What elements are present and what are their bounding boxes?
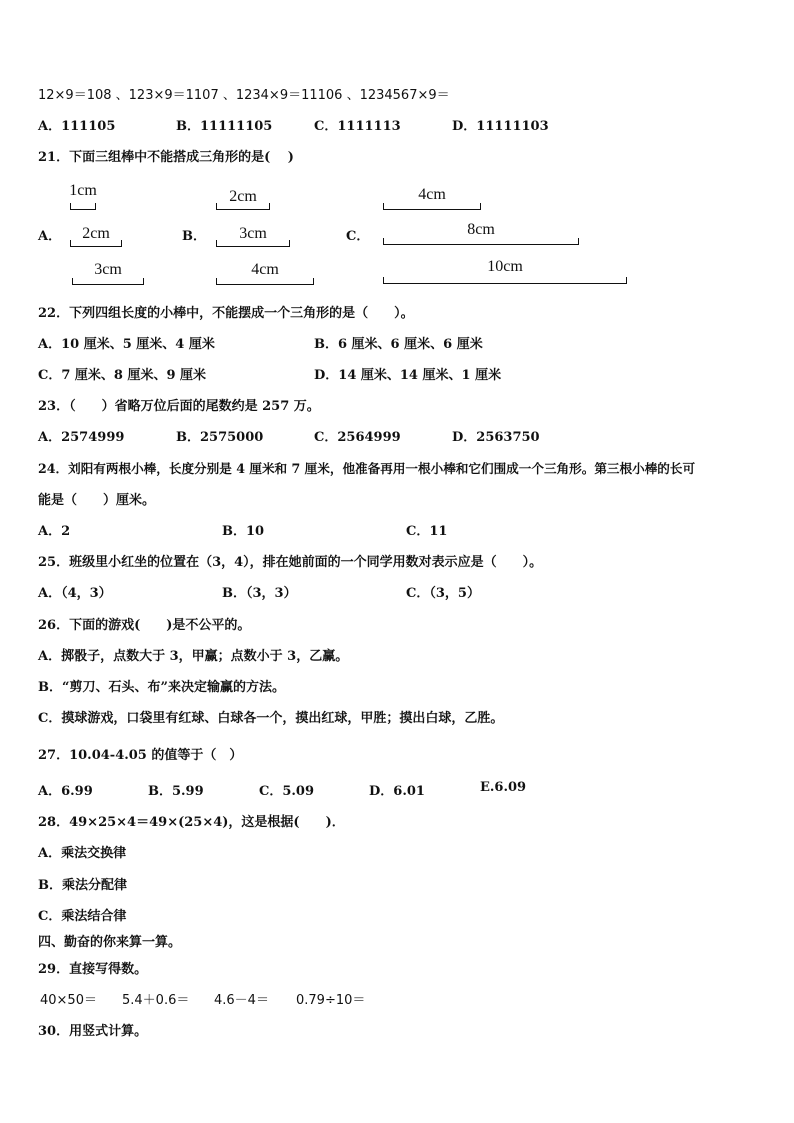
q24-option-b[interactable]: B．10 — [222, 524, 265, 539]
q28-option-a[interactable]: A．乘法交换律 — [38, 846, 127, 861]
q20-option-c[interactable]: C．1111113 — [314, 119, 401, 134]
q24-option-c[interactable]: C．11 — [406, 524, 448, 539]
stick-label: 4cm — [418, 186, 446, 203]
q26-stem: 26．下面的游戏( )是不公平的。 — [38, 618, 251, 633]
q30-stem: 30．用竖式计算。 — [38, 1024, 148, 1039]
q29-stem: 29．直接写得数。 — [38, 962, 148, 977]
q21-stick-c1 — [383, 186, 481, 210]
q23-option-a[interactable]: A．2574999 — [38, 430, 125, 445]
q24-stem-line2: 能是（ ）厘米。 — [38, 493, 156, 508]
q24-option-a[interactable]: A．2 — [38, 524, 71, 539]
stick-bar — [70, 203, 96, 210]
q20-stem: 12×9＝108 、123×9＝1107 、1234×9＝11106 、1234567×9＝ — [38, 88, 450, 103]
q22-option-c[interactable]: C．7 厘米、8 厘米、9 厘米 — [38, 368, 207, 383]
stick-label: 8cm — [467, 221, 495, 238]
stick-bar — [383, 203, 481, 210]
q21-stick-c2 — [383, 221, 579, 245]
q26-option-c[interactable]: C．摸球游戏，口袋里有红球、白球各一个，摸出红球，甲胜；摸出白球，乙胜。 — [38, 711, 504, 726]
q21-group-b-letter[interactable]: B． — [182, 229, 206, 244]
q28-stem: 28．49×25×4＝49×(25×4)，这是根据( )． — [38, 815, 345, 830]
q23-option-c[interactable]: C．2564999 — [314, 430, 401, 445]
q28-option-b[interactable]: B．乘法分配律 — [38, 878, 127, 893]
stick-bar — [383, 277, 627, 284]
q22-option-b[interactable]: B．6 厘米、6 厘米、6 厘米 — [314, 337, 483, 352]
q21-stick-b1 — [216, 188, 270, 210]
q21-group-a-letter[interactable]: A． — [38, 229, 62, 244]
q20-option-d[interactable]: D．11111103 — [452, 119, 549, 134]
section-4-heading: 四、勤奋的你来算一算。 — [38, 935, 182, 950]
q21-stick-b2 — [216, 225, 290, 247]
q21-stem: 21．下面三组棒中不能搭成三角形的是( ) — [38, 150, 294, 165]
q27-stem: 27．10.04-4.05 的值等于（ ） — [38, 748, 243, 763]
q22-stem: 22．下列四组长度的小棒中，不能摆成一个三角形的是（ ）。 — [38, 306, 414, 321]
q25-option-b[interactable]: B．（3，3） — [222, 586, 297, 601]
q20-option-b[interactable]: B．11111105 — [176, 119, 273, 134]
q21-stick-a2 — [70, 225, 122, 247]
stick-label: 3cm — [239, 225, 267, 242]
q23-option-b[interactable]: B．2575000 — [176, 430, 264, 445]
stick-label: 1cm — [69, 182, 97, 199]
q29-item-3: 4.6－4＝ — [214, 993, 269, 1008]
q21-stick-b3 — [216, 261, 314, 285]
q25-option-a[interactable]: A．（4，3） — [38, 586, 112, 601]
stick-bar — [72, 278, 144, 285]
q26-option-a[interactable]: A．掷骰子，点数大于 3，甲赢；点数小于 3，乙赢。 — [38, 649, 349, 664]
q25-option-c[interactable]: C．（3，5） — [406, 586, 480, 601]
q22-option-a[interactable]: A．10 厘米、5 厘米、4 厘米 — [38, 337, 215, 352]
q23-option-d[interactable]: D．2563750 — [452, 430, 540, 445]
stick-bar — [216, 240, 290, 247]
q27-option-e[interactable]: E.6.09 — [480, 780, 527, 795]
q21-stick-a3 — [72, 261, 144, 285]
q21-stick-c3 — [383, 258, 627, 284]
q25-stem: 25．班级里小红坐的位置在（3，4），排在她前面的一个同学用数对表示应是（ ）。 — [38, 555, 543, 570]
q29-item-4: 0.79÷10＝ — [296, 993, 366, 1008]
q27-option-a[interactable]: A．6.99 — [38, 784, 93, 799]
q26-option-b[interactable]: B．“剪刀、石头、布”来决定输赢的方法。 — [38, 680, 285, 695]
q23-stem: 23．（ ）省略万位后面的尾数约是 257 万。 — [38, 399, 320, 414]
stick-label: 2cm — [229, 188, 257, 205]
q22-option-d[interactable]: D．14 厘米、14 厘米、1 厘米 — [314, 368, 502, 383]
stick-bar — [216, 203, 270, 210]
q28-option-c[interactable]: C．乘法结合律 — [38, 909, 127, 924]
stick-bar — [383, 238, 579, 245]
q29-item-1: 40×50＝ — [40, 993, 97, 1008]
q27-option-b[interactable]: B．5.99 — [148, 784, 204, 799]
q29-item-2: 5.4＋0.6＝ — [122, 993, 190, 1008]
stick-label: 2cm — [82, 225, 110, 242]
q21-group-c-letter[interactable]: C． — [346, 229, 370, 244]
q27-option-d[interactable]: D．6.01 — [369, 784, 425, 799]
stick-label: 10cm — [487, 258, 523, 275]
stick-label: 4cm — [251, 261, 279, 278]
stick-bar — [70, 240, 122, 247]
stick-label: 3cm — [94, 261, 122, 278]
q20-option-a[interactable]: A．111105 — [38, 119, 116, 134]
stick-bar — [216, 278, 314, 285]
q21-stick-a1 — [70, 182, 96, 210]
q27-option-c[interactable]: C．5.09 — [259, 784, 315, 799]
q24-stem-line1: 24．刘阳有两根小棒，长度分别是 4 厘米和 7 厘米，他准备再用一根小棒和它们围成一个三角形。第三根小棒的长可 — [38, 461, 696, 476]
